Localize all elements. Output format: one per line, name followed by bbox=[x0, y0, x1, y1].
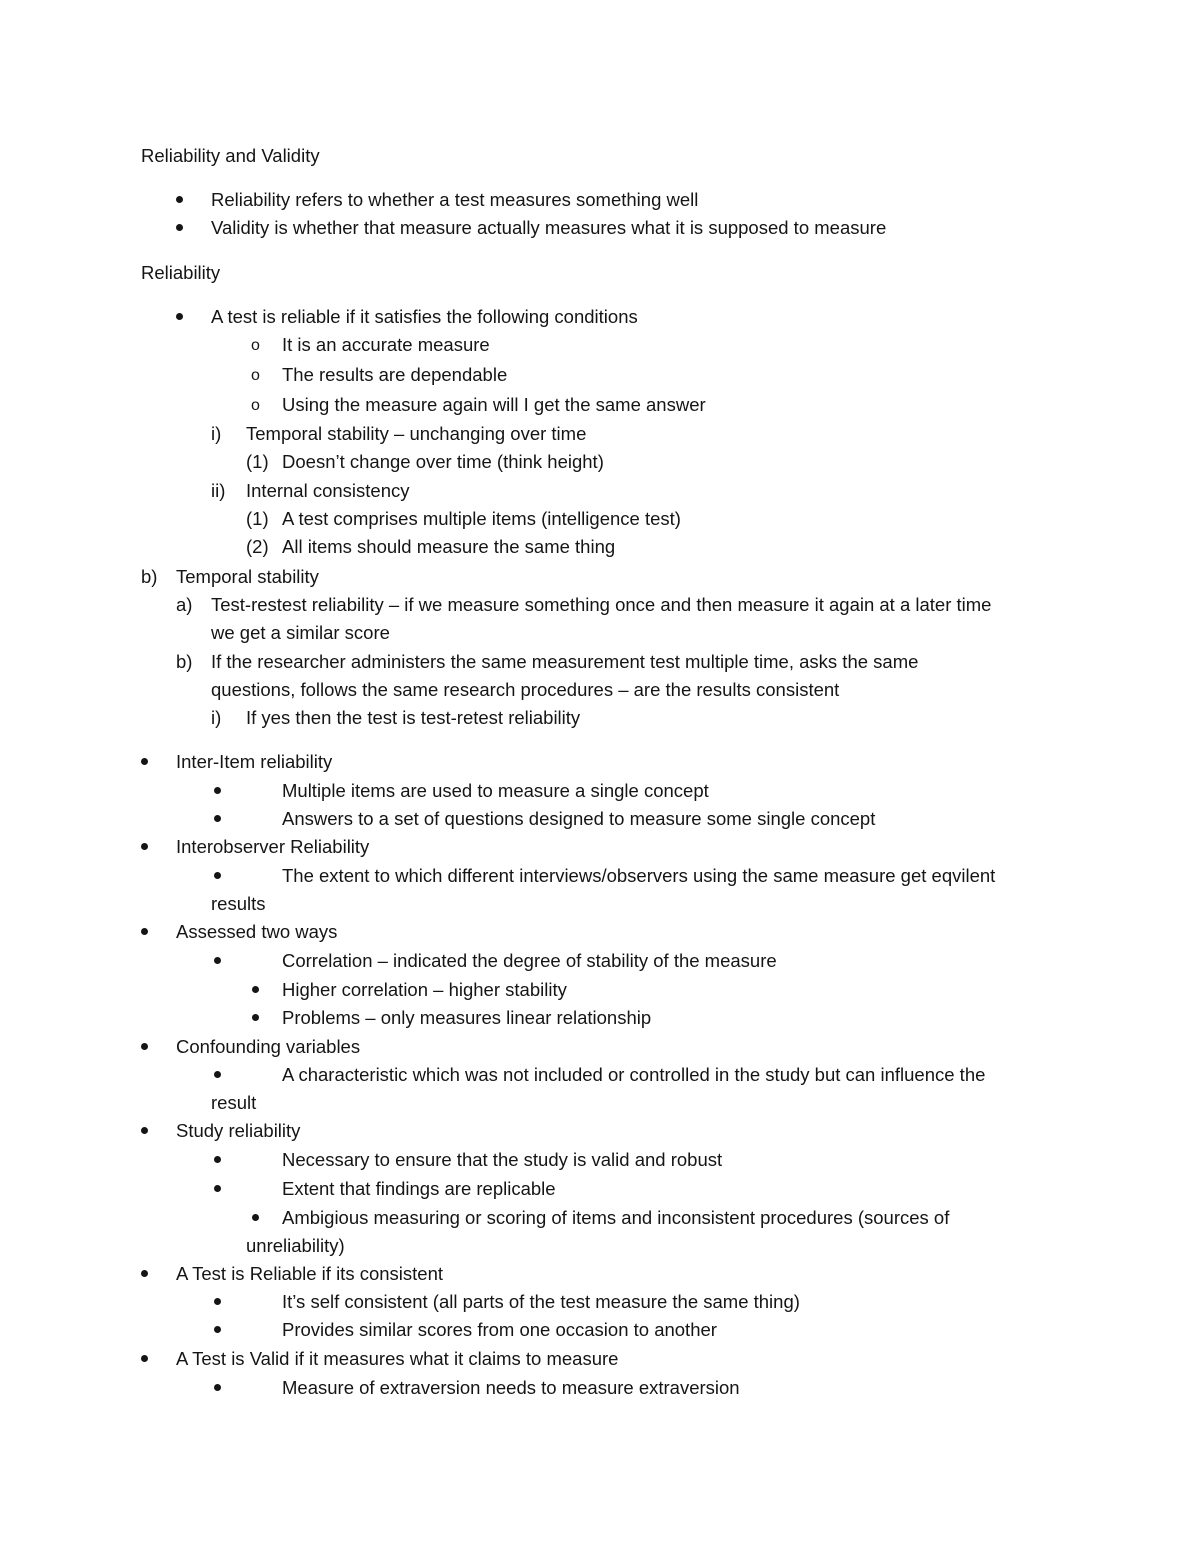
bullet-icon bbox=[176, 196, 183, 203]
topic-item: Measure of extraversion needs to measure extraversion bbox=[282, 1377, 740, 1398]
topic-heading: A Test is Valid if it measures what it claims to measure bbox=[176, 1348, 619, 1369]
topic-item-continued: unreliability) bbox=[246, 1235, 345, 1256]
bullet-icon bbox=[252, 986, 259, 993]
bullet-icon bbox=[214, 1326, 221, 1333]
temporal-item: If the researcher administers the same measurement test multiple time, asks the same bbox=[211, 651, 919, 672]
temporal-item-continued: we get a similar score bbox=[211, 622, 390, 643]
bullet-icon bbox=[214, 1298, 221, 1305]
bullet-icon bbox=[141, 843, 148, 850]
topic-item: Higher correlation – higher stability bbox=[282, 979, 567, 1000]
topic-item: Ambigious measuring or scoring of items and inconsistent procedures (sources of bbox=[282, 1207, 950, 1228]
bullet-icon bbox=[141, 758, 148, 765]
topic-heading: Study reliability bbox=[176, 1120, 301, 1141]
letter-marker: a) bbox=[176, 594, 193, 615]
bullet-icon bbox=[214, 1071, 221, 1078]
numbered-marker: (2) bbox=[246, 536, 269, 557]
bullet-icon bbox=[252, 1014, 259, 1021]
bullet-icon bbox=[141, 1270, 148, 1277]
numbered-marker: (1) bbox=[246, 451, 269, 472]
topic-item: The extent to which different interviews/observers using the same measure get eqvilent bbox=[282, 865, 996, 886]
temporal-item-continued: questions, follows the same research procedures – are the results consistent bbox=[211, 679, 840, 700]
topic-item: It’s self consistent (all parts of the test measure the same thing) bbox=[282, 1291, 800, 1312]
topic-item: Provides similar scores from one occasion to another bbox=[282, 1319, 717, 1340]
hollow-bullet-icon: o bbox=[251, 367, 260, 384]
topic-item: Problems – only measures linear relationship bbox=[282, 1007, 652, 1028]
topic-item: Necessary to ensure that the study is valid and robust bbox=[282, 1149, 723, 1170]
bullet-icon bbox=[252, 1214, 259, 1221]
bullet-icon bbox=[176, 313, 183, 320]
temporal-conclusion: If yes then the test is test-retest reliability bbox=[246, 707, 581, 728]
bullet-icon bbox=[214, 957, 221, 964]
numbered-item: Doesn’t change over time (think height) bbox=[282, 451, 604, 472]
condition-item: It is an accurate measure bbox=[282, 334, 490, 355]
topic-item: A characteristic which was not included or controlled in the study but can influence the bbox=[282, 1064, 986, 1085]
roman-marker: i) bbox=[211, 707, 222, 728]
numbered-item: A test comprises multiple items (intelligence test) bbox=[282, 508, 681, 529]
numbered-item: All items should measure the same thing bbox=[282, 536, 616, 557]
topic-item-continued: results bbox=[211, 893, 266, 914]
temporal-item: Test-restest reliability – if we measure something once and then measure it again at a later time bbox=[211, 594, 992, 615]
roman-marker: ii) bbox=[211, 480, 226, 501]
section-heading: Reliability bbox=[141, 262, 221, 283]
intro-bullet: Reliability refers to whether a test measures something well bbox=[211, 189, 699, 210]
topic-item: Correlation – indicated the degree of stability of the measure bbox=[282, 950, 777, 971]
topic-heading: Confounding variables bbox=[176, 1036, 361, 1057]
topic-heading: A Test is Reliable if its consistent bbox=[176, 1263, 444, 1284]
topic-heading: Inter-Item reliability bbox=[176, 751, 333, 772]
bullet-icon bbox=[141, 1043, 148, 1050]
topic-item: Multiple items are used to measure a single concept bbox=[282, 780, 709, 801]
topic-item: Answers to a set of questions designed to measure some single concept bbox=[282, 808, 876, 829]
condition-item: Using the measure again will I get the same answer bbox=[282, 394, 706, 415]
bullet-icon bbox=[214, 815, 221, 822]
temporal-heading: Temporal stability bbox=[176, 566, 319, 587]
roman-item: Internal consistency bbox=[246, 480, 410, 501]
bullet-icon bbox=[214, 1156, 221, 1163]
bullet-icon bbox=[141, 928, 148, 935]
letter-marker: b) bbox=[176, 651, 193, 672]
bullet-icon bbox=[176, 224, 183, 231]
topic-item-continued: result bbox=[211, 1092, 257, 1113]
bullet-icon bbox=[214, 1185, 221, 1192]
bullet-icon bbox=[214, 1384, 221, 1391]
topic-item: Extent that findings are replicable bbox=[282, 1178, 556, 1199]
hollow-bullet-icon: o bbox=[251, 337, 260, 354]
bullet-icon bbox=[214, 787, 221, 794]
document-title: Reliability and Validity bbox=[141, 145, 320, 166]
topic-heading: Interobserver Reliability bbox=[176, 836, 370, 857]
topic-heading: Assessed two ways bbox=[176, 921, 338, 942]
bullet-icon bbox=[141, 1127, 148, 1134]
condition-item: The results are dependable bbox=[282, 364, 508, 385]
bullet-icon bbox=[141, 1355, 148, 1362]
roman-marker: i) bbox=[211, 423, 222, 444]
letter-marker: b) bbox=[141, 566, 158, 587]
numbered-marker: (1) bbox=[246, 508, 269, 529]
roman-item: Temporal stability – unchanging over time bbox=[246, 423, 587, 444]
hollow-bullet-icon: o bbox=[251, 397, 260, 414]
intro-bullet: Validity is whether that measure actually measures what it is supposed to measure bbox=[211, 217, 887, 238]
bullet-icon bbox=[214, 872, 221, 879]
conditions-lead: A test is reliable if it satisfies the following conditions bbox=[211, 306, 638, 327]
